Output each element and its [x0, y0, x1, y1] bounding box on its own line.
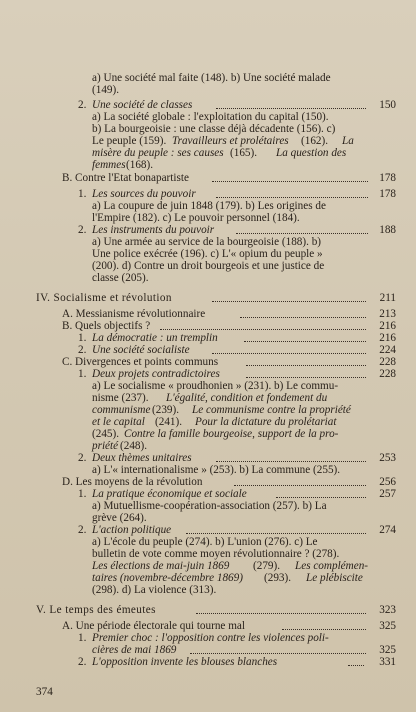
- toc-text: Le communisme contre la propriété: [192, 404, 351, 416]
- toc-text: La démocratie : un tremplin: [92, 332, 218, 344]
- toc-text: Pour la dictature du prolétariat: [195, 416, 337, 428]
- dot-leader: [190, 653, 366, 654]
- toc-text: 1.: [78, 488, 87, 500]
- toc-text: bulletin de vote comme moyen révolutionnaire ? (278).: [92, 548, 340, 560]
- toc-page-number: 150: [379, 99, 396, 111]
- toc-text: (298). d) La violence (313).: [92, 584, 217, 596]
- toc-text: taires (novembre-décembre 1869): [92, 572, 243, 584]
- toc-text: a) L'« internationalisme » (253). b) La commune (255).: [92, 464, 341, 476]
- dot-leader: [348, 665, 364, 666]
- toc-page-number: 325: [379, 644, 396, 656]
- toc-text: classe (205).: [92, 272, 149, 284]
- toc-text: a) La société globale : l'exploitation du capital (150).: [92, 111, 329, 123]
- toc-text: nisme (237).: [92, 392, 149, 404]
- toc-text: 1.: [78, 368, 87, 380]
- toc-text: (149).: [92, 84, 120, 96]
- toc-text: (248).: [120, 440, 148, 452]
- toc-text: Les complémen-: [295, 560, 369, 572]
- dot-leader: [276, 497, 366, 498]
- toc-text: A. Une période électorale qui tourne mal: [62, 620, 245, 632]
- dot-leader: [212, 301, 366, 302]
- toc-text: C. Divergences et points communs: [62, 356, 219, 368]
- toc-page-number: 274: [379, 524, 396, 536]
- toc-text: 2.: [78, 656, 87, 668]
- dot-leader: [212, 181, 368, 182]
- toc-text: B. Contre l'Etat bonapartiste: [62, 172, 189, 184]
- dot-leader: [234, 485, 366, 486]
- toc-page-number: 216: [379, 320, 396, 332]
- toc-page-number: 228: [379, 356, 396, 368]
- toc-text: (239).: [152, 404, 180, 416]
- toc-page-number: 178: [379, 188, 396, 200]
- toc-text: Le peuple (159).: [92, 135, 167, 147]
- toc-text: A. Messianisme révolutionnaire: [62, 308, 206, 320]
- toc-text: 2.: [78, 99, 87, 111]
- toc-text: Deux thèmes unitaires: [92, 452, 192, 464]
- toc-text: Les élections de mai-juin 1869: [92, 560, 230, 572]
- toc-text: a) La coupure de juin 1848 (179). b) Les origines de: [92, 200, 326, 212]
- toc-page-number: 211: [379, 292, 396, 304]
- toc-text: a) Une armée au service de la bourgeoisie (188). b): [92, 236, 322, 248]
- toc-text: a) Mutuellisme-coopération-association (257). b) La: [92, 500, 327, 512]
- toc-text: D. Les moyens de la révolution: [62, 476, 203, 488]
- toc-text: Une société socialiste: [92, 344, 190, 356]
- toc-page-number: 257: [379, 488, 396, 500]
- toc-page-number: 323: [379, 604, 396, 616]
- dot-leader: [216, 108, 366, 109]
- toc-text: Une société de classes: [92, 99, 193, 111]
- toc-text: Les instruments du pouvoir: [92, 224, 215, 236]
- toc-page-number: 216: [379, 332, 396, 344]
- toc-text: et le capital: [92, 416, 145, 428]
- toc-page-number: 228: [379, 368, 396, 380]
- toc-text: cières de mai 1869: [92, 644, 177, 656]
- page-number: 374: [36, 686, 53, 698]
- toc-text: (200). d) Contre un droit bourgeois et une justice de: [92, 260, 325, 272]
- toc-text: l'Empire (182). c) Le pouvoir personnel (184).: [92, 212, 300, 224]
- toc-text: femmes: [92, 159, 126, 171]
- toc-text: (279).: [253, 560, 281, 572]
- dot-leader: [244, 341, 366, 342]
- dot-leader: [212, 353, 366, 354]
- dot-leader: [240, 317, 366, 318]
- dot-leader: [186, 533, 366, 534]
- dot-leader: [282, 629, 366, 630]
- toc-text: La: [342, 135, 354, 147]
- toc-text: L'opposition invente les blouses blanches: [92, 656, 278, 668]
- toc-page-number: 325: [379, 620, 396, 632]
- toc-text: b) La bourgeoisie : une classe déjà décadente (156). c): [92, 123, 336, 135]
- toc-text: Deux projets contradictoires: [92, 368, 220, 380]
- toc-text: (245).: [92, 428, 120, 440]
- toc-text: (241).: [155, 416, 183, 428]
- dot-leader: [246, 377, 366, 378]
- toc-text: 1.: [78, 332, 87, 344]
- toc-page-number: 178: [379, 172, 396, 184]
- toc-page-number: 224: [379, 344, 396, 356]
- toc-text: priété: [92, 440, 119, 452]
- dot-leader: [216, 197, 368, 198]
- toc-text: a) L'école du peuple (274). b) L'union (276). c) Le: [92, 536, 318, 548]
- toc-text: 1.: [78, 632, 87, 644]
- toc-text: a) Le socialisme « proudhonien » (231). b) Le commu-: [92, 380, 339, 392]
- dot-leader: [216, 461, 366, 462]
- toc-page-number: 253: [379, 452, 396, 464]
- toc-text: 2.: [78, 452, 87, 464]
- dot-leader: [236, 233, 368, 234]
- toc-page-number: 256: [379, 476, 396, 488]
- toc-text: La question des: [276, 147, 347, 159]
- toc-text: Une police exécrée (196). c) L'« opium du peuple »: [92, 248, 323, 260]
- toc-page-number: 188: [379, 224, 396, 236]
- toc-text: Contre la famille bourgeoise, support de la pro-: [124, 428, 339, 440]
- toc-text: (293).: [264, 572, 292, 584]
- toc-text: Le plébiscite: [306, 572, 363, 584]
- toc-text: 1.: [78, 188, 87, 200]
- toc-text: 2.: [78, 224, 87, 236]
- toc-text: 2.: [78, 344, 87, 356]
- toc-page-number: 213: [379, 308, 396, 320]
- dot-leader: [160, 329, 366, 330]
- dot-leader: [196, 613, 366, 614]
- toc-text: IV. Socialisme et révolution: [36, 292, 172, 304]
- dot-leader: [246, 365, 366, 366]
- toc-text: Travailleurs et prolétaires: [172, 135, 289, 147]
- toc-text: communisme: [92, 404, 151, 416]
- toc-text: (162).: [301, 135, 329, 147]
- toc-text: L'égalité, condition et fondement du: [166, 392, 328, 404]
- toc-text: Premier choc : l'opposition contre les violences poli-: [92, 632, 329, 644]
- toc-text: L'action politique: [92, 524, 172, 536]
- toc-text: 2.: [78, 524, 87, 536]
- toc-text: La pratique économique et sociale: [92, 488, 247, 500]
- toc-text: misère du peuple : ses causes: [92, 147, 224, 159]
- toc-text: B. Quels objectifs ?: [62, 320, 151, 332]
- toc-text: a) Une société mal faite (148). b) Une société malade: [92, 72, 331, 84]
- toc-text: (165).: [230, 147, 258, 159]
- toc-text: V. Le temps des émeutes: [36, 604, 156, 616]
- toc-text: (168).: [126, 159, 154, 171]
- toc-text: Les sources du pouvoir: [92, 188, 196, 200]
- toc-page-number: 331: [379, 656, 396, 668]
- toc-text: grève (264).: [92, 512, 147, 524]
